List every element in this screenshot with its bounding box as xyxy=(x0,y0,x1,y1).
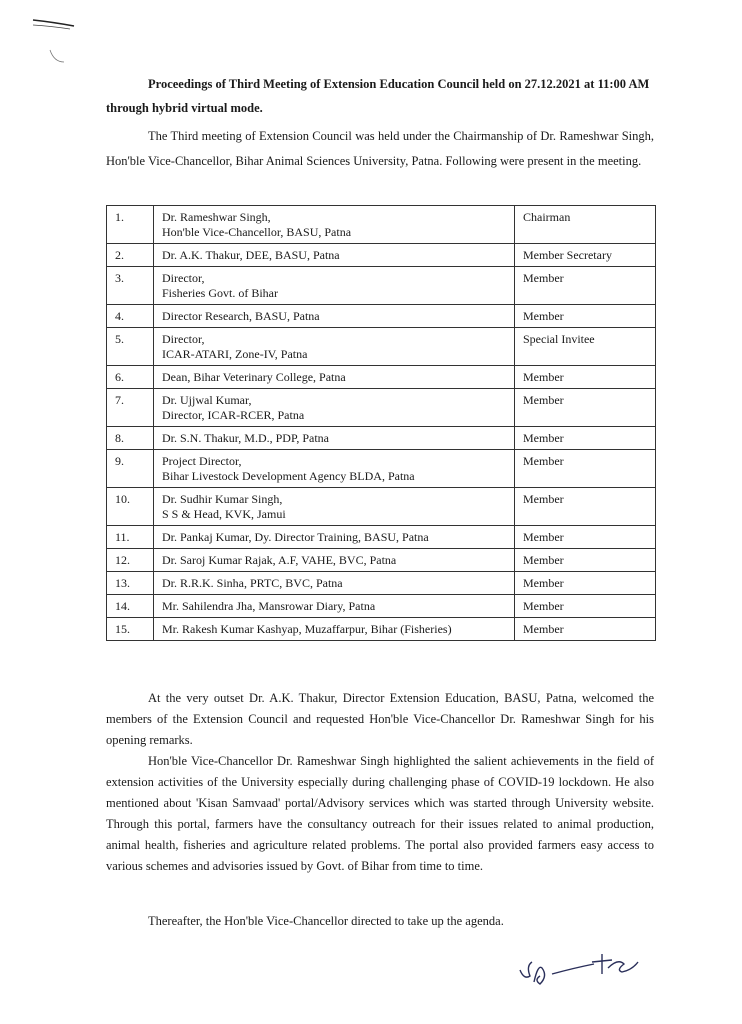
intro-paragraph: The Third meeting of Extension Council was held under the Chairmanship of Dr. Rameshwar Singh, Hon'ble Vice-Chancellor, Bihar Animal Sciences University, Patna. Following were present in the meeting. xyxy=(106,129,654,168)
member-role: Member xyxy=(515,366,656,389)
welcome-paragraph: At the very outset Dr. A.K. Thakur, Director Extension Education, BASU, Patna, welcomed the members of the Extension Council and requested Hon'ble Vice-Chancellor Dr. Rameshwar Singh for his opening remarks. xyxy=(106,691,654,747)
member-name-line: Mr. Rakesh Kumar Kashyap, Muzaffarpur, Bihar (Fisheries) xyxy=(162,622,452,636)
member-name-line: Hon'ble Vice-Chancellor, BASU, Patna xyxy=(162,225,352,239)
member-name-line: Mr. Sahilendra Jha, Mansrowar Diary, Patna xyxy=(162,599,376,613)
agenda-paragraph: Thereafter, the Hon'ble Vice-Chancellor directed to take up the agenda. xyxy=(148,914,504,928)
member-row xyxy=(107,572,656,595)
remarks-paragraph: Hon'ble Vice-Chancellor Dr. Rameshwar Singh highlighted the salient achievements in the field of extension activities of the University especially during challenging phase of COVID-19 lockdown. He also mentioned about 'Kisan Samvaad' portal/Advisory services which was started through University website. Through this portal, farmers have the consultancy outreach for their issues related to animal production, animal health, fisheries and agriculture related problems. The portal also provided farmers easy access to various schemes and advisories issued by Govt. of Bihar from time to time. xyxy=(106,754,654,873)
member-serial: 5. xyxy=(107,328,154,366)
member-name-line: Director Research, BASU, Patna xyxy=(162,309,320,323)
member-role: Special Invitee xyxy=(515,328,656,366)
member-name xyxy=(154,206,515,244)
member-serial: 10. xyxy=(107,488,154,526)
member-name-line: Dr. A.K. Thakur, DEE, BASU, Patna xyxy=(162,248,340,262)
member-name xyxy=(154,305,515,328)
member-role: Member Secretary xyxy=(515,244,656,267)
member-name xyxy=(154,366,515,389)
member-name xyxy=(154,328,515,366)
member-name xyxy=(154,526,515,549)
member-name-line: Dr. Saroj Kumar Rajak, A.F, VAHE, BVC, Patna xyxy=(162,553,397,567)
member-name xyxy=(154,595,515,618)
member-role: Member xyxy=(515,389,656,427)
member-serial: 14. xyxy=(107,595,154,618)
member-row xyxy=(107,206,656,244)
member-name-line: Director, xyxy=(162,332,205,346)
handwritten-signature xyxy=(512,946,642,992)
member-name-line: ICAR-ATARI, Zone-IV, Patna xyxy=(162,347,308,361)
member-row xyxy=(107,595,656,618)
member-row xyxy=(107,549,656,572)
member-name xyxy=(154,244,515,267)
member-serial: 11. xyxy=(107,526,154,549)
member-row xyxy=(107,328,656,366)
member-row xyxy=(107,244,656,267)
member-role: Member xyxy=(515,526,656,549)
member-name-line: Dr. S.N. Thakur, M.D., PDP, Patna xyxy=(162,431,329,445)
member-name xyxy=(154,267,515,305)
member-name-line: Project Director, xyxy=(162,454,242,468)
member-name-line: Director, ICAR-RCER, Patna xyxy=(162,408,305,422)
member-role: Member xyxy=(515,549,656,572)
member-role: Member xyxy=(515,427,656,450)
member-row xyxy=(107,526,656,549)
member-row xyxy=(107,267,656,305)
member-serial: 4. xyxy=(107,305,154,328)
member-name-line: Bihar Livestock Development Agency BLDA, Patna xyxy=(162,469,415,483)
member-row xyxy=(107,618,656,641)
member-row xyxy=(107,366,656,389)
member-role: Member xyxy=(515,618,656,641)
member-name xyxy=(154,389,515,427)
member-name-line: Dr. Pankaj Kumar, Dy. Director Training, BASU, Patna xyxy=(162,530,429,544)
member-serial: 2. xyxy=(107,244,154,267)
member-role: Chairman xyxy=(515,206,656,244)
member-name xyxy=(154,618,515,641)
member-name-line: S S & Head, KVK, Jamui xyxy=(162,507,286,521)
member-row xyxy=(107,427,656,450)
members-table xyxy=(106,205,656,641)
member-name xyxy=(154,450,515,488)
member-role: Member xyxy=(515,488,656,526)
member-name-line: Fisheries Govt. of Bihar xyxy=(162,286,278,300)
member-name-line: Director, xyxy=(162,271,205,285)
member-row xyxy=(107,305,656,328)
member-serial: 1. xyxy=(107,206,154,244)
member-serial: 3. xyxy=(107,267,154,305)
member-row xyxy=(107,488,656,526)
member-name-line: Dr. Rameshwar Singh, xyxy=(162,210,271,224)
document-title: Proceedings of Third Meeting of Extension Education Council held on 27.12.2021 at 11:00 AM through hybrid virtual mode. xyxy=(106,77,650,115)
member-serial: 15. xyxy=(107,618,154,641)
member-serial: 9. xyxy=(107,450,154,488)
member-name xyxy=(154,549,515,572)
member-role: Member xyxy=(515,267,656,305)
member-role: Member xyxy=(515,305,656,328)
member-name xyxy=(154,427,515,450)
member-serial: 7. xyxy=(107,389,154,427)
member-name-line: Dr. Ujjwal Kumar, xyxy=(162,393,252,407)
member-serial: 12. xyxy=(107,549,154,572)
member-name-line: Dr. Sudhir Kumar Singh, xyxy=(162,492,283,506)
member-name-line: Dr. R.R.K. Sinha, PRTC, BVC, Patna xyxy=(162,576,343,590)
member-name xyxy=(154,572,515,595)
member-row xyxy=(107,389,656,427)
punch-mark xyxy=(30,14,76,74)
member-serial: 8. xyxy=(107,427,154,450)
member-role: Member xyxy=(515,450,656,488)
member-serial: 6. xyxy=(107,366,154,389)
member-row xyxy=(107,450,656,488)
member-role: Member xyxy=(515,595,656,618)
member-role: Member xyxy=(515,572,656,595)
member-name xyxy=(154,488,515,526)
member-serial: 13. xyxy=(107,572,154,595)
member-name-line: Dean, Bihar Veterinary College, Patna xyxy=(162,370,346,384)
